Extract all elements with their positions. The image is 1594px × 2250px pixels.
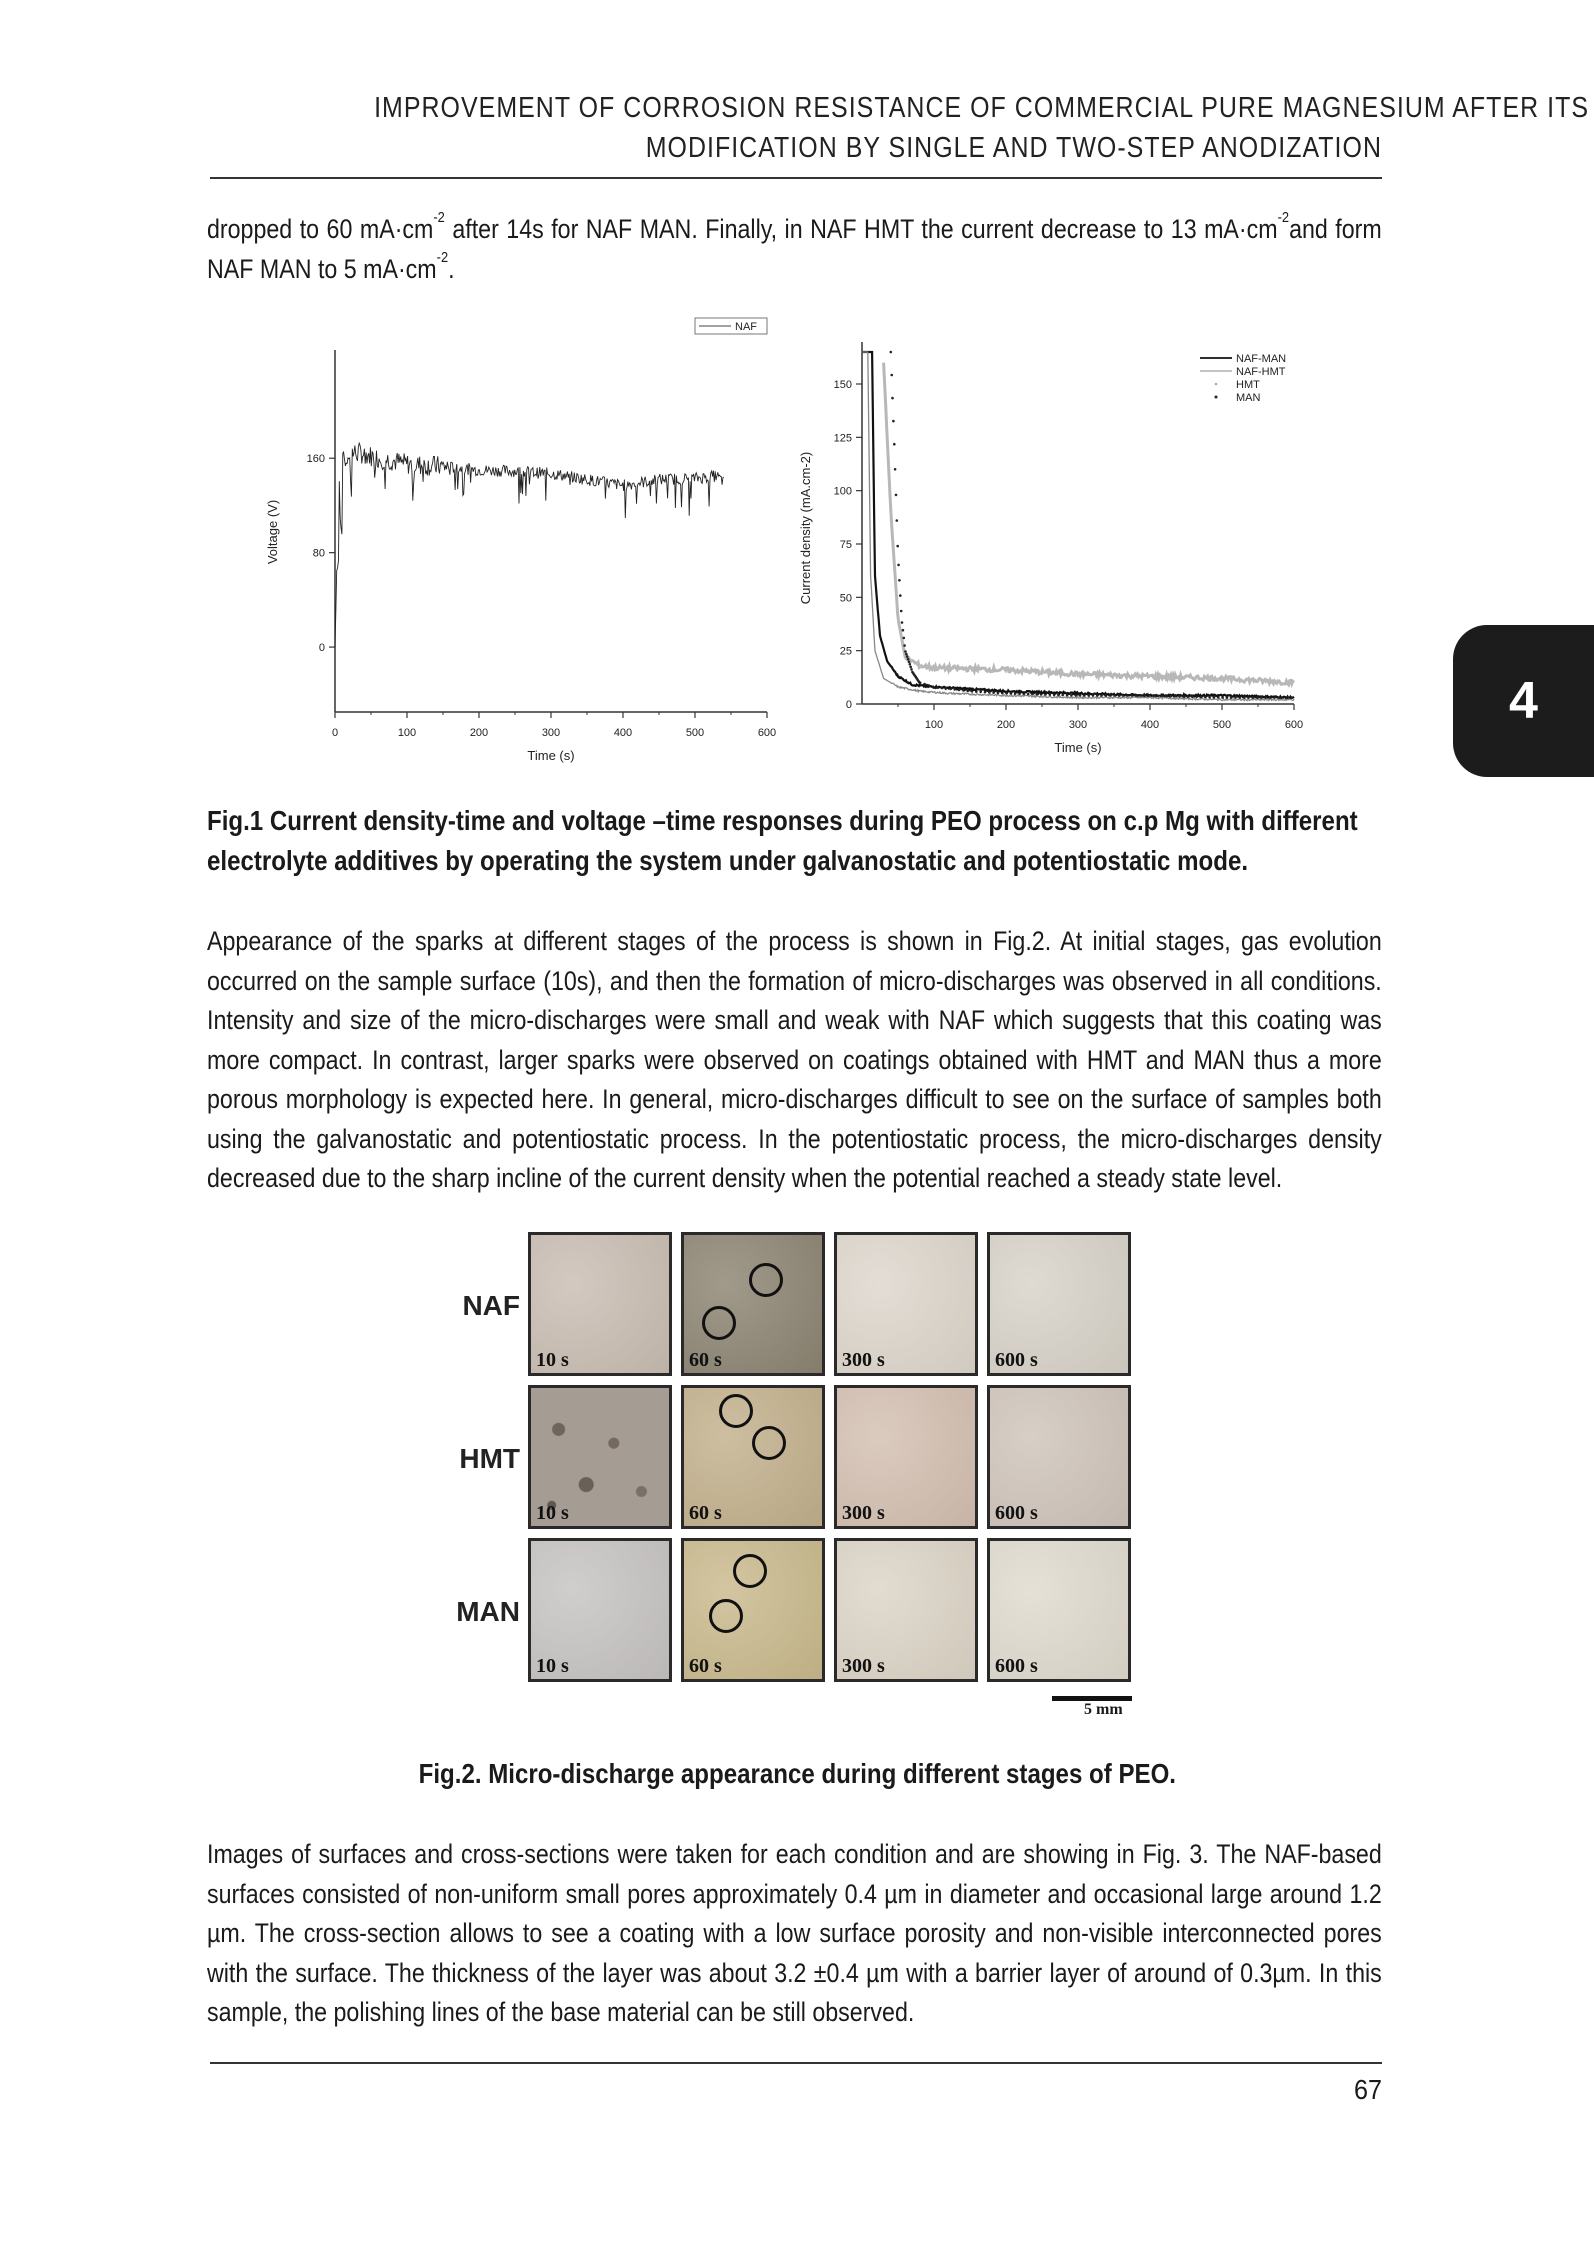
micrograph-time-label: 300 s [842, 1655, 885, 1677]
y-tick-label: 50 [839, 592, 852, 605]
series-man-point [1161, 695, 1164, 698]
fig2-caption-text: Fig.2. Micro-discharge appearance during different stages of PEO. [418, 1758, 1176, 1789]
paragraph-sparks: Appearance of the sparks at different stages of the process is shown in Fig.2. At initial stages, gas evolution occurred on the sample surface (10s), and then the formation of micro-discharges was observed in all conditions. Intensity and size of the micro-discharges were small and weak with NAF which suggests that this coating was more compact. In contrast, larger sparks were observed on coatings obtained with HMT and MAN thus a more porous morphology is expected here. In general, micro-discharges difficult to see on the surface of samples both using the galvanostatic and potentiostatic process. In the potentiostatic process, the micro-discharges density decreased due to the sharp incline of the current density when the potential reached a steady state level. [207, 926, 1382, 1193]
legend-label-naf: NAF [735, 321, 757, 333]
series-man-point [1144, 694, 1147, 697]
series-man-point [1018, 692, 1021, 695]
series-man-point [892, 420, 895, 423]
series-man-point [1148, 694, 1151, 697]
intro-sup-3: -2 [436, 248, 449, 266]
current-density-time-chart [798, 342, 1303, 755]
micrograph-time-label: 60 s [689, 1655, 722, 1677]
micrograph-time-label: 60 s [689, 1349, 722, 1371]
series-man-point [1221, 696, 1224, 699]
y-tick-label: 150 [833, 379, 852, 391]
spark-highlight-circle [749, 1263, 783, 1297]
running-title [374, 88, 1590, 168]
series-man-point [903, 644, 906, 647]
series-man-point [896, 519, 899, 522]
series-man-point [1256, 696, 1259, 699]
x-tick-label: 100 [924, 719, 944, 731]
spark-highlight-circle [733, 1554, 767, 1588]
series-man-point [1269, 696, 1272, 699]
series-man-point [899, 594, 902, 597]
series-man-point [906, 655, 909, 658]
fig2-caption [0, 1754, 1594, 1794]
series-man-point [1139, 694, 1142, 697]
series-man-point [958, 689, 961, 692]
series-man-point [1286, 696, 1289, 699]
series-man-point [1273, 696, 1276, 699]
micrograph-naf-300s [834, 1232, 978, 1376]
y-tick-label: 25 [839, 645, 852, 658]
series-man-point [923, 683, 926, 686]
micrograph-naf-60s [681, 1232, 825, 1376]
series-man-point [932, 685, 935, 688]
series-man-point [909, 663, 912, 666]
series-man-point [1208, 696, 1211, 699]
series-man-point [902, 629, 905, 632]
series-man-point [1265, 696, 1268, 699]
series-naf-hmt-line [862, 352, 1294, 701]
x-tick-label: 500 [1212, 719, 1232, 731]
series-man-point [1282, 696, 1285, 699]
series-man-point [928, 684, 931, 687]
y-tick-label: 0 [318, 642, 325, 655]
series-man-point [1061, 694, 1064, 697]
series-man-point [1200, 696, 1203, 699]
y-tick-label: 80 [312, 547, 325, 560]
micrograph-time-label: 10 s [536, 1655, 569, 1677]
micrograph-naf-600s [987, 1232, 1131, 1376]
series-man-point [903, 637, 906, 640]
series-man-point [1178, 695, 1181, 698]
series-man-point [895, 494, 898, 497]
series-man-point [1126, 694, 1129, 697]
series-man-point [1027, 693, 1030, 696]
row-label-man: MAN [456, 1596, 520, 1627]
fig1-charts [0, 300, 1594, 780]
series-man-point [1087, 694, 1090, 697]
series-man-point [1277, 696, 1280, 699]
micrograph-hmt-600s [987, 1385, 1131, 1529]
x-tick-label: 500 [685, 727, 705, 739]
running-title-line1: IMPROVEMENT OF CORROSION RESISTANCE OF COMMERCIAL PURE MAGNESIUM AFTER ITS [374, 92, 1590, 124]
x-tick-label: 100 [397, 727, 417, 739]
series-man-point [945, 687, 948, 690]
series-man-point [966, 690, 969, 693]
micrograph-time-label: 10 s [536, 1349, 569, 1371]
series-man-point [997, 692, 1000, 695]
intro-sup-1: -2 [433, 209, 445, 226]
x-tick-label: 300 [1068, 719, 1088, 731]
series-man-point [1100, 694, 1103, 697]
series-man-point [894, 468, 897, 471]
series-man-point [1040, 693, 1043, 696]
intro-text-3: and form NAF MAN to 5 mA·cm [207, 214, 1382, 284]
y-tick-label: 125 [833, 432, 852, 445]
series-man-point [909, 666, 912, 669]
x-tick-label: 0 [331, 727, 339, 739]
series-man-point [1169, 695, 1172, 698]
series-man-point [1157, 694, 1160, 697]
series-man-point [1053, 694, 1056, 697]
series-man-point [1187, 695, 1190, 698]
micrograph-hmt-10s [528, 1385, 672, 1529]
spark-highlight-circle [709, 1599, 743, 1633]
legend-label-naf-hmt: NAF-HMT [1236, 366, 1286, 378]
micrograph-man-60s [681, 1538, 825, 1682]
intro-paragraph [207, 210, 1382, 289]
series-man-point [1213, 696, 1216, 699]
series-man-point [1083, 694, 1086, 697]
y-tick-label: 160 [306, 453, 325, 466]
micrograph-time-label: 600 s [995, 1349, 1038, 1371]
x-tick-label: 400 [613, 727, 633, 739]
legend-swatch-man [1215, 396, 1218, 399]
series-man-point [949, 688, 952, 691]
x-tick-label: 400 [1140, 719, 1160, 731]
series-man-point [1001, 692, 1004, 695]
footer-rule [210, 2062, 1382, 2064]
series-man-point [898, 579, 901, 582]
y-tick-label: 100 [833, 485, 852, 498]
series-man-point [1226, 696, 1229, 699]
series-man-point [919, 682, 922, 685]
row-label-naf: NAF [462, 1290, 520, 1321]
series-man-point [1239, 696, 1242, 699]
legend-label-hmt: HMT [1236, 379, 1260, 391]
series-man-point [1122, 694, 1125, 697]
y-tick-label: 0 [845, 699, 852, 711]
micrograph-time-label: 300 s [842, 1349, 885, 1371]
micrograph-hmt-60s [681, 1385, 825, 1529]
spark-highlight-circle [719, 1394, 753, 1428]
y-tick-label: 75 [839, 539, 852, 551]
series-man-point [1243, 696, 1246, 699]
series-man-point [1049, 693, 1052, 696]
series-man-point [1135, 694, 1138, 697]
series-man-point [1174, 695, 1177, 698]
legend-label-naf-man: NAF-MAN [1236, 353, 1287, 365]
series-man-point [1092, 694, 1095, 697]
series-man-point [1023, 693, 1026, 696]
series-man-point [907, 658, 910, 661]
series-man-point [1260, 696, 1263, 699]
series-man-point [1096, 694, 1099, 697]
scale-bar-label: 5 mm [1084, 1701, 1123, 1718]
series-man-point [900, 610, 903, 613]
series-man-point [941, 687, 944, 690]
x-tick-label: 600 [757, 727, 777, 739]
series-man-point [1290, 696, 1293, 699]
series-man-point [1044, 693, 1047, 696]
chapter-tab: 4 [1453, 625, 1594, 777]
series-man-point [1234, 696, 1237, 699]
series-man-point [1031, 693, 1034, 696]
series-man-point [904, 650, 907, 653]
micrograph-man-10s [528, 1538, 672, 1682]
series-naf-man-line [862, 352, 1294, 698]
voltage-time-chart [265, 318, 776, 763]
series-man-point [1074, 694, 1077, 697]
micrograph-man-600s [987, 1538, 1131, 1682]
micrograph-hmt-300s [834, 1385, 978, 1529]
series-man-point [1109, 694, 1112, 697]
series-man-point [984, 691, 987, 694]
running-title-line2: MODIFICATION BY SINGLE AND TWO-STEP ANODIZATION [645, 132, 1382, 164]
series-man-point [1010, 692, 1013, 695]
intro-text-1: dropped to 60 mA·cm [207, 214, 434, 244]
series-man-point [962, 689, 965, 692]
series-hmt-line [884, 363, 1294, 685]
series-man-point [1195, 696, 1198, 699]
series-man-point [1014, 692, 1017, 695]
micrograph-time-label: 300 s [842, 1502, 885, 1524]
spark-highlight-circle [752, 1426, 786, 1460]
series-man-point [1113, 694, 1116, 697]
series-man-point [1066, 694, 1069, 697]
series-man-point [1070, 694, 1073, 697]
series-man-point [1165, 695, 1168, 698]
x-tick-label: 600 [1284, 719, 1304, 731]
fig1-caption: Fig.1 Current density-time and voltage –time responses during PEO process on c.p Mg with different electrolyte additives by operating the system under galvanostatic and potentiostatic mode. [207, 805, 1358, 876]
series-man-point [1217, 696, 1220, 699]
series-man-point [1005, 692, 1008, 695]
paragraph-surfaces: Images of surfaces and cross-sections were taken for each condition and are showing in Fig. 3. The NAF-based surfaces consisted of non-uniform small pores approximately 0.4 µm in diameter and occasional large around 1.2 µm. The cross-section allows to see a coating with a low surface porosity and non-visible interconnected pores with the surface. The thickness of the layer was about 3.2 ±0.4 µm with a barrier layer of around of 0.3µm. In this sample, the polishing lines of the base material can be still observed. [207, 1839, 1382, 2027]
series-man-point [893, 443, 896, 446]
series-man-point [988, 691, 991, 694]
y-axis-label: Current density (mA.cm-2) [798, 451, 813, 605]
spark-highlight-circle [702, 1306, 736, 1340]
series-man-point [1230, 696, 1233, 699]
series-naf-line [335, 443, 724, 647]
series-man-point [1131, 694, 1134, 697]
series-man-point [1204, 696, 1207, 699]
series-man-point [1191, 695, 1194, 698]
x-tick-label: 300 [541, 727, 561, 739]
series-man-point [975, 690, 978, 693]
x-tick-label: 200 [996, 719, 1016, 731]
intro-sup-2: -2 [1277, 209, 1290, 226]
micrograph-naf-10s [528, 1232, 672, 1376]
series-man-point [901, 621, 904, 624]
intro-text-2: after 14s for NAF MAN. Finally, in NAF HMT the current decrease to 13 mA·cm [444, 214, 1278, 244]
series-man-point [905, 653, 908, 656]
micrograph-time-label: 60 s [689, 1502, 722, 1524]
series-man-point [1247, 696, 1250, 699]
series-man-point [1079, 694, 1082, 697]
x-axis-label: Time (s) [527, 748, 575, 763]
intro-text-4: . [448, 253, 455, 284]
x-tick-label: 200 [469, 727, 489, 739]
legend-swatch-hmt [1215, 383, 1218, 386]
series-man-point [1105, 694, 1108, 697]
fig2-image-grid [440, 1232, 1140, 1732]
series-man-point [1036, 693, 1039, 696]
series-man-point [971, 690, 974, 693]
micrograph-time-label: 600 s [995, 1655, 1038, 1677]
page-number: 67 [1353, 2074, 1382, 2105]
series-man-point [992, 691, 995, 694]
series-man-point [891, 397, 894, 400]
micrograph-time-label: 10 s [536, 1502, 569, 1524]
series-man-point [936, 686, 939, 689]
series-man-point [953, 688, 956, 691]
micrograph-time-label: 600 s [995, 1502, 1038, 1524]
series-man-point [910, 668, 913, 671]
series-man-point [1118, 694, 1121, 697]
series-man-point [1182, 695, 1185, 698]
header-rule [210, 177, 1382, 179]
micrograph-man-300s [834, 1538, 978, 1682]
series-man-point [1252, 696, 1255, 699]
series-man-point [1057, 694, 1060, 697]
series-man-point [890, 374, 893, 377]
row-label-hmt: HMT [459, 1443, 520, 1474]
series-man-point [897, 564, 900, 567]
x-axis-label: Time (s) [1054, 740, 1102, 755]
y-axis-label: Voltage (V) [265, 499, 280, 565]
legend-label-man: MAN [1236, 392, 1261, 404]
series-man-point [1152, 694, 1155, 697]
series-man-point [896, 545, 899, 548]
series-man-point [908, 661, 911, 664]
series-man-point [979, 691, 982, 694]
